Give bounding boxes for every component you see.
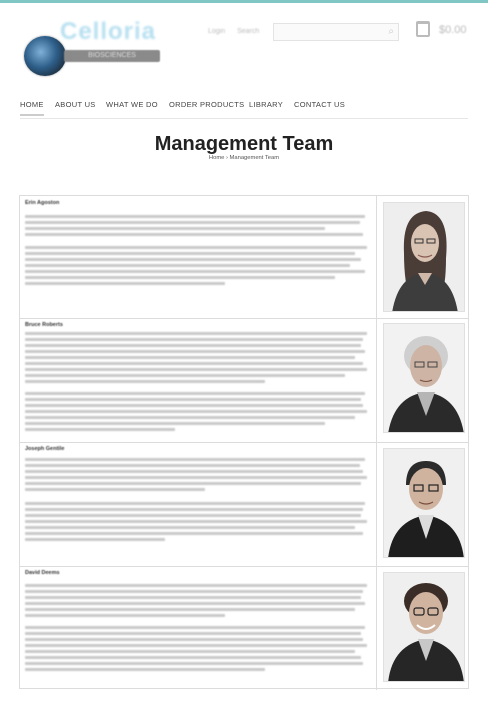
bio-text-line [25, 638, 363, 641]
bio-text-line [25, 668, 265, 671]
main-nav [20, 100, 468, 118]
team-member-row [20, 442, 468, 567]
bio-text-line [25, 270, 365, 273]
member-photo [383, 572, 465, 682]
search-input[interactable] [273, 23, 399, 41]
bio-text-line [25, 508, 363, 511]
bio-text-line [25, 398, 361, 401]
bio-text-line [25, 374, 345, 377]
bio-text-line [25, 410, 367, 413]
portrait-man-curly-hair-icon [384, 573, 465, 682]
bio-text-line [25, 404, 363, 407]
breadcrumb[interactable]: Home › Management Team [208, 155, 280, 161]
bio-text-line [25, 538, 165, 541]
team-table [19, 195, 469, 689]
bio-text-line [25, 338, 363, 341]
bio-text-line [25, 482, 361, 485]
bio-text-line [25, 632, 361, 635]
bio-text-line [25, 428, 175, 431]
nav-divider [20, 118, 468, 119]
nav-item-contact-us[interactable]: CONTACT US [294, 100, 346, 109]
portrait-man-glasses-icon [384, 449, 465, 558]
bio-text-line [25, 464, 360, 467]
member-bio [20, 566, 377, 690]
bio-text-line [25, 233, 363, 236]
bio-text-line [25, 416, 355, 419]
cart-total[interactable]: $0.00 [439, 24, 467, 36]
bio-text-line [25, 626, 365, 629]
bio-text-line [25, 520, 367, 523]
nav-item-about-us[interactable]: ABOUT US [55, 100, 96, 109]
member-photo [383, 202, 465, 312]
bio-text-line [25, 332, 367, 335]
bio-text-line [25, 350, 365, 353]
bio-text-line [25, 608, 355, 611]
bio-text-line [25, 422, 325, 425]
member-name: David Deems [25, 570, 60, 576]
member-photo [383, 323, 465, 433]
bio-text-line [25, 602, 365, 605]
nav-item-order-products[interactable]: ORDER PRODUCTS [169, 100, 245, 109]
page-title: Management Team [154, 133, 334, 155]
bio-text-line [25, 514, 361, 517]
bio-text-line [25, 221, 360, 224]
logo-subtitle: BIOSCIENCES [64, 50, 160, 62]
bio-text-line [25, 470, 363, 473]
bio-text-line [25, 532, 363, 535]
member-bio [20, 318, 377, 442]
team-member-row [20, 566, 468, 690]
bio-text-line [25, 252, 355, 255]
member-bio [20, 442, 377, 566]
bio-text-line [25, 590, 363, 593]
bio-text-line [25, 246, 367, 249]
logo-text: Celloria [60, 18, 157, 45]
login-link[interactable]: Login [208, 28, 226, 35]
bio-text-line [25, 644, 367, 647]
search-link[interactable]: Search [237, 28, 260, 35]
bio-text-line [25, 282, 225, 285]
bio-text-line [25, 584, 367, 587]
bio-text-line [25, 227, 325, 230]
bio-text-line [25, 488, 205, 491]
team-member-row [20, 318, 468, 443]
bio-text-line [25, 656, 361, 659]
member-photo [383, 448, 465, 558]
bio-text-line [25, 392, 365, 395]
member-name: Bruce Roberts [25, 322, 63, 328]
bio-text-line [25, 476, 367, 479]
bio-text-line [25, 458, 365, 461]
bio-text-line [25, 526, 355, 529]
search-icon[interactable]: ⌕ [388, 26, 394, 37]
nav-item-library[interactable]: LIBRARY [249, 100, 284, 109]
cart-icon[interactable] [416, 21, 430, 37]
bio-text-line [25, 502, 365, 505]
bio-text-line [25, 380, 265, 383]
member-bio [20, 196, 377, 318]
portrait-woman-icon [384, 203, 465, 312]
bio-text-line [25, 650, 355, 653]
member-name: Erin Agoston [25, 200, 60, 206]
site-logo[interactable] [20, 18, 160, 80]
team-member-row [20, 196, 468, 319]
member-name: Joseph Gentile [25, 446, 65, 452]
bio-text-line [25, 258, 361, 261]
bio-text-line [25, 614, 225, 617]
bio-text-line [25, 276, 335, 279]
bio-text-line [25, 344, 361, 347]
nav-item-home[interactable]: HOME [20, 100, 44, 109]
bio-text-line [25, 362, 363, 365]
bio-text-line [25, 215, 365, 218]
top-accent-bar [0, 0, 488, 3]
bio-text-line [25, 264, 350, 267]
utility-links [208, 28, 269, 35]
bio-text-line [25, 356, 355, 359]
bio-text-line [25, 368, 367, 371]
portrait-man-white-hair-icon [384, 324, 465, 433]
bio-text-line [25, 596, 361, 599]
nav-item-what-we-do[interactable]: WHAT WE DO [106, 100, 158, 109]
bio-text-line [25, 662, 363, 665]
